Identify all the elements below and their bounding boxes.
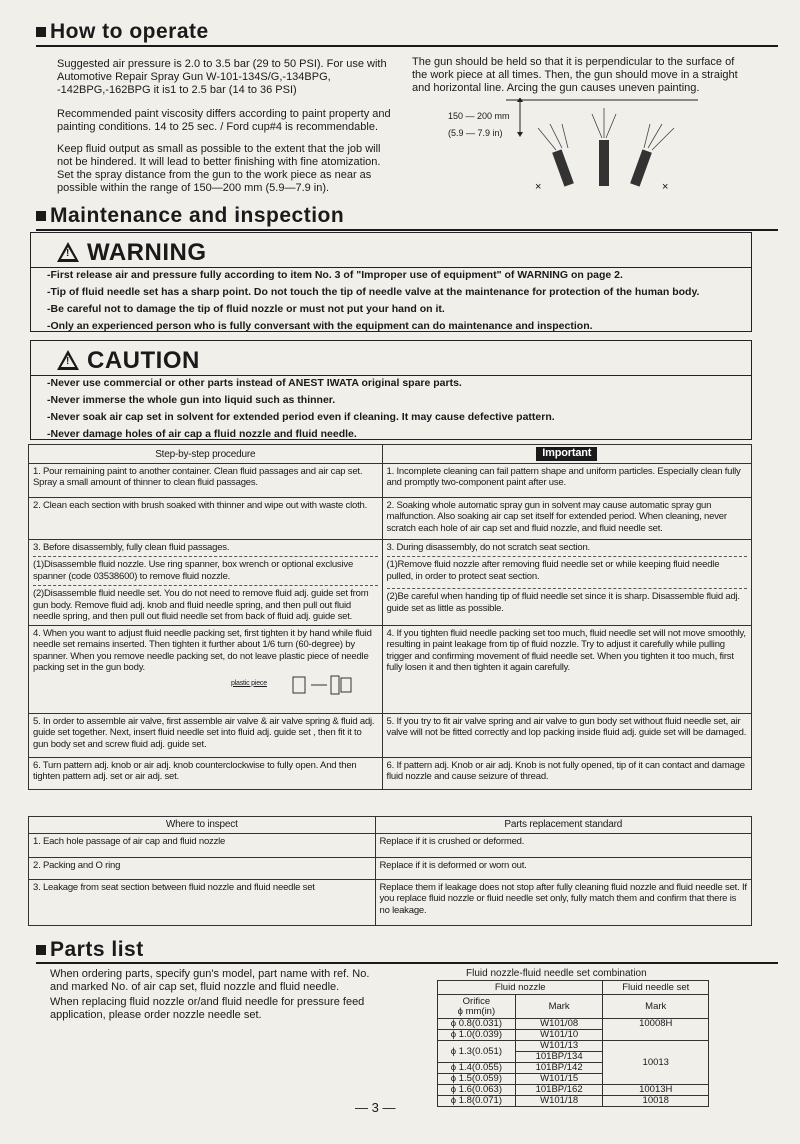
important-cell (382, 539, 751, 625)
important-cell: 6. If pattern adj. Knob or air adj. Knob is not fully opened, tip of it can contact and damage fluid nozzle and cause seizure of thread. (382, 757, 751, 789)
table-row (29, 833, 752, 857)
table-row (438, 1041, 709, 1052)
gun-right-icon (630, 124, 674, 187)
table-row (29, 539, 752, 625)
table-row (29, 857, 752, 879)
orifice-cell: ϕ 0.8(0.031) (438, 1019, 516, 1030)
orifice-cell: ϕ 1.8(0.071) (438, 1096, 516, 1107)
procedure-header-step: Step-by-step procedure (29, 445, 383, 464)
table-row (29, 879, 752, 925)
caution-title: CAUTION (87, 347, 200, 374)
step-subtext: (1)Disassemble fluid nozzle. Use ring spanner, box wrench or optional exclusive spanner (code 03538600) to remove fluid nozzle. (33, 556, 378, 582)
gun-left-icon (538, 124, 574, 187)
important-text: 3. During disassembly, do not scratch seat section. (386, 541, 590, 553)
needle-cell: 10013 (603, 1041, 709, 1085)
divider (36, 229, 778, 231)
warning-item: -Tip of fluid needle set has a sharp point. Do not touch the tip of needle valve at the maintenance for protection of the human body. (47, 286, 700, 298)
important-cell: 4. If you tighten fluid needle packing set too much, fluid needle set will not move smoothly, resulting in paint leakage from tip of fluid nozzle. Try to adjust it carefully while pulling trigger and confirming movement of fluid needle set. When you tighten it too much, first fully losen it and then tighten it again carefully. (382, 625, 751, 713)
step-cell: 5. In order to assemble air valve, first assemble air valve & air valve spring & fluid adj. guide set together. Next, insert fluid needle set into fluid adj. guide set , then fit it to gun body set and screw fluid adj. guide set. (29, 713, 383, 757)
important-subtext: (2)Be careful when handing tip of fluid needle set since it is sharp. Disassemble fluid adj. guide set as little as possible. (387, 588, 747, 614)
gun-holding-text: The gun should be held so that it is perpendicular to the surface of the work piece at all times. Then, the gun should move in a straight and horizontal line. Arcing the gun causes uneven painting. (412, 56, 738, 94)
table-row (29, 497, 752, 539)
step-cell (29, 625, 383, 713)
mark-cell: W101/08 (515, 1019, 603, 1030)
mark-cell: 101BP/162 (515, 1085, 603, 1096)
caution-list (47, 375, 747, 443)
table-row (438, 1019, 709, 1030)
needle-cell: 10008H (603, 1019, 709, 1041)
important-badge: Important (536, 447, 597, 461)
needle-cell: 10018 (603, 1096, 709, 1107)
standard-cell: Replace them if leakage does not stop after fully cleaning fluid nozzle and fluid needle set. If you replace fluid nozzle or fluid needle set only, fully match them and confirm that there is no leakage. (375, 879, 752, 925)
standard-cell: Replace if it is crushed or deformed. (375, 833, 752, 857)
orifice-cell: ϕ 1.0(0.039) (438, 1030, 516, 1041)
caution-item: -Never use commercial or other parts instead of ANEST IWATA original spare parts. (47, 377, 462, 389)
gun-center-icon (592, 108, 616, 186)
orifice-cell: ϕ 1.3(0.051) (438, 1041, 516, 1063)
table-row (438, 1085, 709, 1096)
wrong-mark-left: × (535, 181, 542, 193)
inspection-table (28, 816, 752, 926)
mark-cell: 101BP/134 (515, 1052, 603, 1063)
table-row (29, 625, 752, 713)
step-text: 4. When you want to adjust fluid needle packing set, first tighten it by hand while fluid needle set remains inserted. Then tighten it further about 1/6 turn (60-degree) by spanner. When you remove needle packing set, do not leave plastic piece of needle packing set in the gun body. (33, 627, 372, 673)
mark-cell: W101/10 (515, 1030, 603, 1041)
packing-icon (291, 674, 361, 696)
packing-sketch (33, 674, 378, 696)
step-cell: 1. Pour remaining paint to another container. Clean fluid passages and air cap set. Spray a small amount of thinner to clean fluid passages. (29, 463, 383, 497)
mark-cell: W101/18 (515, 1096, 603, 1107)
square-bullet-icon (36, 945, 46, 955)
viscosity-text: Recommended paint viscosity differs according to paint property and painting conditions. 14 to 25 sec. / Ford cup#4 is recommendable. (57, 108, 391, 133)
fluid-nozzle-header: Fluid nozzle (438, 981, 603, 995)
where-cell: 1. Each hole passage of air cap and fluid nozzle (29, 833, 376, 857)
air-pressure-text: Suggested air pressure is 2.0 to 3.5 bar (29 to 50 PSI). For use with Automotive Repair Spray Gun W-101-134S/G,-134BPG, -142BPG,-162BPG it is1 to 2.5 bar (14 to 36 PSI) (57, 58, 387, 96)
page-number: — 3 — (355, 1100, 396, 1115)
step-cell (29, 539, 383, 625)
caution-item: -Never immerse the whole gun into liquid such as thinner. (47, 394, 336, 406)
warning-box (30, 232, 752, 332)
orifice-header (438, 995, 516, 1019)
mark-cell: 101BP/142 (515, 1063, 603, 1074)
fluid-needle-header: Fluid needle set (603, 981, 709, 995)
orifice-label: Orifice (462, 995, 491, 1007)
parts-list-title: Parts list (50, 938, 144, 961)
table-row (438, 1096, 709, 1107)
important-cell: 1. Incomplete cleaning can fail pattern shape and uniform particles. Especially clean fully and promptly two-component paint after use. (382, 463, 751, 497)
caution-box (30, 340, 752, 440)
step-cell: 2. Clean each section with brush soaked with thinner and wipe out with waste cloth. (29, 497, 383, 539)
square-bullet-icon (36, 27, 46, 37)
needle-cell: 10013H (603, 1085, 709, 1096)
mark-cell: W101/13 (515, 1041, 603, 1052)
procedure-table (28, 444, 752, 790)
where-cell: 2. Packing and O ring (29, 857, 376, 879)
orifice-cell: ϕ 1.6(0.063) (438, 1085, 516, 1096)
how-to-operate-heading (36, 20, 209, 44)
maintenance-heading (36, 204, 344, 228)
mark-cell: W101/15 (515, 1074, 603, 1085)
parts-list-heading (36, 938, 144, 962)
caution-banner (57, 347, 200, 375)
important-subtext: (1)Remove fluid nozzle after removing fluid needle set or while keeping fluid needle pulled, in order to protect seat section. (387, 556, 747, 585)
warning-triangle-icon (57, 242, 79, 262)
orifice-cell: ϕ 1.5(0.059) (438, 1074, 516, 1085)
important-cell: 5. If you try to fit air valve spring and air valve to gun body set without fluid needle set, air valve will not be fitted correctly and lop packing inside fluid adj. guide set will be damaged. (382, 713, 751, 757)
caution-item: -Never soak air cap set in solvent for extended period even if cleaning. It may cause defective pattern. (47, 411, 555, 423)
replacing-text: When replacing fluid nozzle or/and fluid needle for pressure feed application, please order nozzle needle set. (50, 996, 365, 1021)
step-subtext: (2)Disassemble fluid needle set. You do not need to remove fluid adj. guide set from gun body. Remove fluid adj. knob and fluid needle spring, and then pull out fluid needle spring, and then pull out fluid needle set from back of fluid adj. guide set. (33, 585, 378, 623)
table-row (29, 463, 752, 497)
orifice-cell: ϕ 1.4(0.055) (438, 1063, 516, 1074)
step-cell: 6. Turn pattern adj. knob or air adj. knob counterclockwise to fully open. And then tighten pattern adj. set or air adj. set. (29, 757, 383, 789)
orifice-unit: ϕ mm(in) (457, 1005, 496, 1017)
plastic-piece-label: plastic piece (231, 679, 267, 687)
procedure-header-important (382, 445, 751, 464)
distance-mm-label: 150 — 200 mm (448, 111, 510, 121)
table-row (29, 757, 752, 789)
warning-item: -Be careful not to damage the tip of fluid nozzle or must not put your hand on it. (47, 303, 445, 315)
square-bullet-icon (36, 211, 46, 221)
divider (36, 962, 778, 964)
caution-triangle-icon (57, 350, 79, 370)
step-text: 3. Before disassembly, fully clean fluid passages. (33, 541, 230, 553)
standard-cell: Replace if it is deformed or worn out. (375, 857, 752, 879)
maintenance-title: Maintenance and inspection (50, 204, 345, 227)
ordering-text: When ordering parts, specify gun's model, part name with ref. No. and marked No. of air cap set, fluid nozzle and fluid needle. (50, 968, 370, 993)
warning-item: -First release air and pressure fully according to item No. 3 of "Improper use of equipment" of WARNING on page 2. (47, 269, 623, 281)
divider (36, 45, 778, 47)
fluid-output-text: Keep fluid output as small as possible to the extent that the job will not be hindered. It will lead to better finishing with fine atomization. Set the spray distance from the gun to the work piece as near as possible within the range of 150—200 mm (5.9—7.9 in). (57, 143, 381, 194)
warning-title: WARNING (87, 239, 207, 266)
warning-item: -Only an experienced person who is fully conversant with the equipment can do maintenance and inspection. (47, 320, 593, 332)
inspect-header-where: Where to inspect (29, 817, 376, 834)
distance-in-label: (5.9 — 7.9 in) (448, 128, 503, 138)
warning-list (47, 267, 747, 335)
needle-mark-header: Mark (603, 995, 709, 1019)
inspect-header-standard: Parts replacement standard (375, 817, 752, 834)
mark-header: Mark (515, 995, 603, 1019)
combination-table-title: Fluid nozzle-fluid needle set combination (466, 968, 647, 979)
wrong-mark-right: × (662, 181, 669, 193)
where-cell: 3. Leakage from seat section between fluid nozzle and fluid needle set (29, 879, 376, 925)
table-row (29, 713, 752, 757)
combination-table (437, 980, 709, 1107)
caution-item: -Never damage holes of air cap a fluid nozzle and fluid needle. (47, 428, 357, 440)
important-cell: 2. Soaking whole automatic spray gun in solvent may cause automatic spray gun malfunction. Also soaking air cap set itself for extended period. When cleaning, never scratch each hole of air cap set and fluid nozzle, and fluid needle set. (382, 497, 751, 539)
warning-banner (57, 239, 207, 267)
how-to-operate-title: How to operate (50, 20, 209, 43)
